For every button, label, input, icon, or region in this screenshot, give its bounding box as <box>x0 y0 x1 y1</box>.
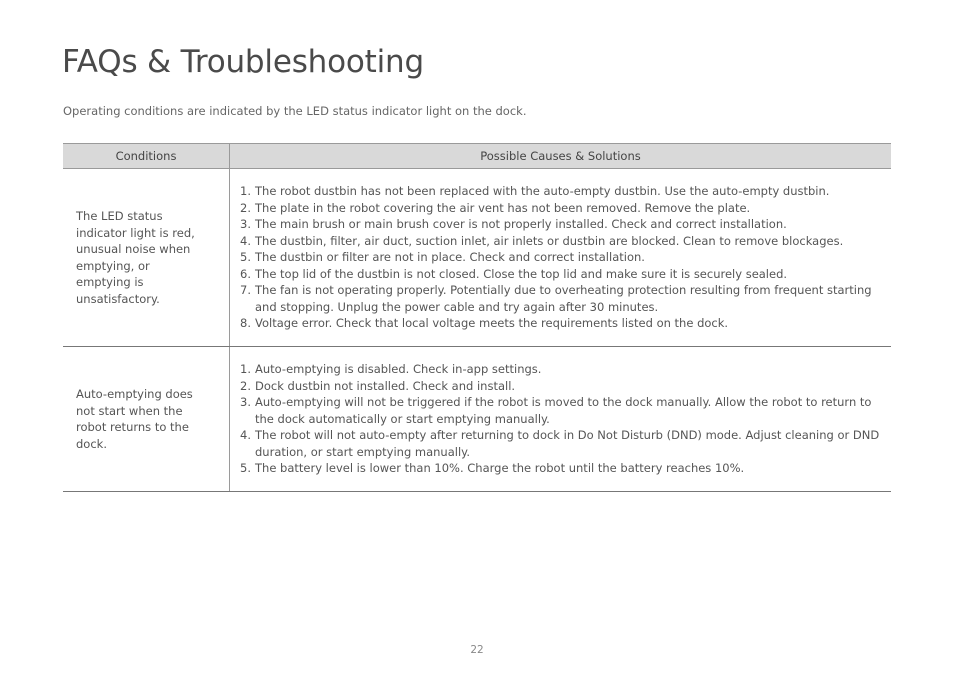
item-number: 1. <box>240 362 251 377</box>
list-item <box>240 266 889 283</box>
list-item <box>240 282 889 315</box>
list-item <box>240 233 889 250</box>
page-number: 22 <box>470 644 484 656</box>
item-text: The plate in the robot covering the air vent has not been removed. Remove the plate. <box>255 200 751 215</box>
page-title: FAQs & Troubleshooting <box>62 44 424 80</box>
list-item <box>240 378 889 395</box>
list-item <box>240 216 889 233</box>
item-text: The dustbin or filter are not in place. Check and correct installation. <box>255 250 645 265</box>
table-row <box>63 169 891 347</box>
solutions-cell <box>230 169 892 347</box>
list-item <box>240 315 889 332</box>
item-number: 8. <box>240 316 251 331</box>
item-number: 5. <box>240 461 251 476</box>
solutions-list <box>240 183 889 332</box>
item-number: 2. <box>240 200 251 215</box>
condition-cell: The LED status indicator light is red, unusual noise when emptying, or emptying is unsatisfactory. <box>63 169 230 347</box>
item-text: Voltage error. Check that local voltage meets the requirements listed on the dock. <box>255 316 729 331</box>
item-text: The fan is not operating properly. Potentially due to overheating protection resulting from frequent starting and stopping. Unplug the power cable and try again after 30 minutes. <box>255 283 872 314</box>
item-text: The main brush or main brush cover is not properly installed. Check and correct installation. <box>255 217 787 232</box>
solutions-list <box>240 361 889 477</box>
item-text: The robot dustbin has not been replaced with the auto-empty dustbin. Use the auto-empty dustbin. <box>255 184 830 199</box>
item-text: The robot will not auto-empty after returning to dock in Do Not Disturb (DND) mode. Adjust cleaning or DND duration, or start emptying manually. <box>255 428 880 459</box>
item-number: 3. <box>240 395 251 410</box>
item-number: 7. <box>240 283 251 298</box>
item-text: The dustbin, filter, air duct, suction inlet, air inlets or dustbin are blocked. Clean to remove blockages. <box>255 233 844 248</box>
list-item <box>240 361 889 378</box>
page-subtitle: Operating conditions are indicated by the LED status indicator light on the dock. <box>63 104 527 118</box>
troubleshooting-table <box>63 143 891 492</box>
item-text: Auto-emptying will not be triggered if the robot is moved to the dock manually. Allow the robot to return to the dock automatically or start emptying manually. <box>255 395 872 426</box>
list-item <box>240 183 889 200</box>
header-conditions: Conditions <box>63 144 230 169</box>
item-text: Dock dustbin not installed. Check and install. <box>255 378 516 393</box>
list-item <box>240 394 889 427</box>
item-number: 1. <box>240 184 251 199</box>
item-number: 4. <box>240 233 251 248</box>
table-row <box>63 347 891 492</box>
item-text: Auto-emptying is disabled. Check in-app settings. <box>255 362 542 377</box>
solutions-cell <box>230 347 892 492</box>
item-number: 4. <box>240 428 251 443</box>
item-text: The battery level is lower than 10%. Charge the robot until the battery reaches 10%. <box>255 461 745 476</box>
table-header-row <box>63 144 891 169</box>
item-number: 5. <box>240 250 251 265</box>
item-number: 2. <box>240 378 251 393</box>
item-number: 6. <box>240 266 251 281</box>
item-text: The top lid of the dustbin is not closed. Close the top lid and make sure it is securely sealed. <box>255 266 788 281</box>
condition-cell: Auto-emptying does not start when the robot returns to the dock. <box>63 347 230 492</box>
list-item <box>240 249 889 266</box>
header-solutions: Possible Causes & Solutions <box>230 144 892 169</box>
item-number: 3. <box>240 217 251 232</box>
list-item <box>240 460 889 477</box>
list-item <box>240 427 889 460</box>
list-item <box>240 200 889 217</box>
